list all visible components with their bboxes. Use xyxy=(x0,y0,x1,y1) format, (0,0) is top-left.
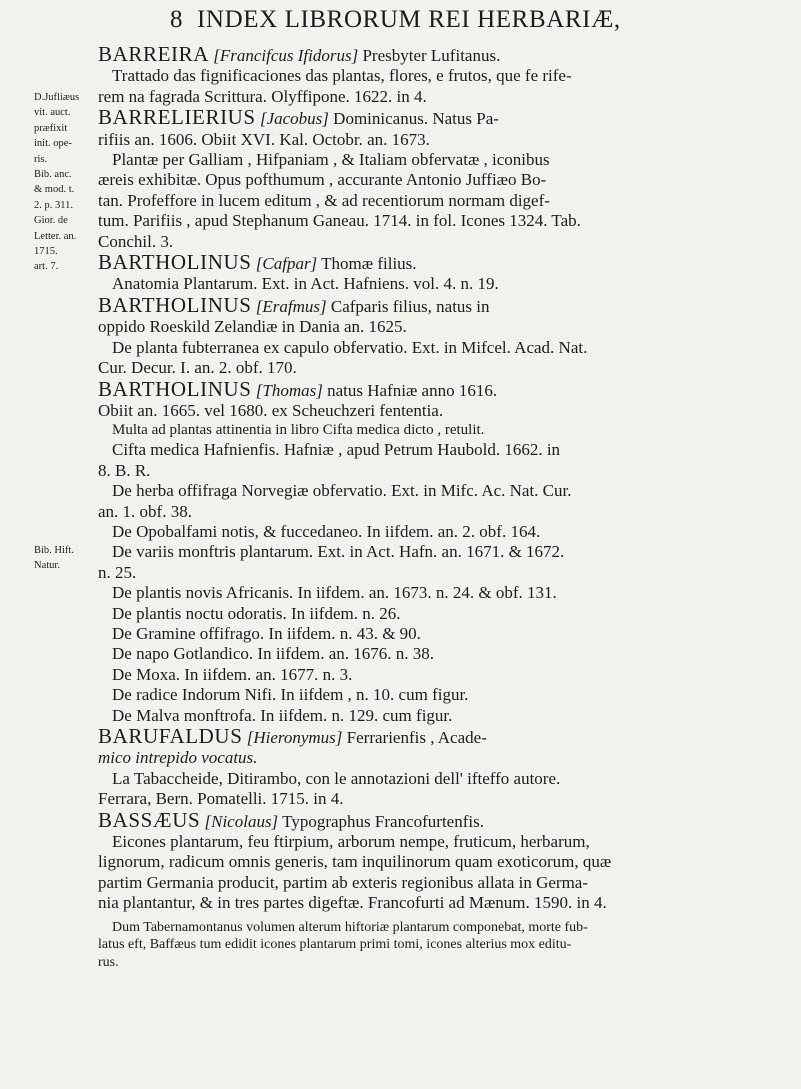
entry-line: æreis exhibitæ. Opus pofthumum , accurante Antonio Juffiæo Bo- xyxy=(98,170,547,190)
entry-line: an. 1. obf. 38. xyxy=(98,501,192,521)
entry-heading xyxy=(98,107,790,129)
author-description: Ferrarienfis , Acade- xyxy=(346,728,487,747)
author-forename: [Erafmus] xyxy=(255,296,327,316)
margin-line: art. 7. xyxy=(34,261,59,273)
author-name: BASSÆUS xyxy=(98,807,201,832)
footnote-line: rus. xyxy=(98,954,119,970)
entry-line: De Moxa. In iifdem. an. 1677. n. 3. xyxy=(112,664,353,684)
author-forename: [Hieronymus] xyxy=(246,728,343,747)
entry-line: rifiis an. 1606. Obiit XVI. Kal. Octobr. an. 1673. xyxy=(98,129,430,149)
entry-line: 8. B. R. xyxy=(98,460,151,480)
entry-line: De napo Gotlandico. In iifdem. an. 1676. n. 38. xyxy=(112,644,434,664)
entry-heading xyxy=(98,252,790,274)
author-name: BARTHOLINUS xyxy=(98,292,252,317)
entry-line: rem na fagrada Scrittura. Olyffipone. 1622. in 4. xyxy=(98,86,427,106)
margin-line: init. ope- xyxy=(34,138,72,150)
entry-line: Eicones plantarum, feu ftirpium, arborum nempe, fruticum, herbarum, xyxy=(112,832,590,852)
author-forename: [Jacobus] xyxy=(259,109,329,129)
author-description: Thomæ filius. xyxy=(321,254,417,274)
author-description: Presbyter Lufitanus. xyxy=(362,46,501,65)
entry-line: De herba offifraga Norvegiæ obfervatio. Ext. in Mifc. Ac. Nat. Cur. xyxy=(112,481,572,501)
entry-line: De variis monftris plantarum. Ext. in Act. Hafn. an. 1671. & 1672. xyxy=(112,542,565,562)
entry-line: De Opobalfami notis, & fuccedaneo. In iifdem. an. 2. obf. 164. xyxy=(112,521,541,541)
entry-line: Plantæ per Galliam , Hifpaniam , & Italiam obfervatæ , iconibus xyxy=(112,150,550,170)
entry-line: De Gramine offifrago. In iifdem. n. 43. & 90. xyxy=(112,623,421,643)
margin-notes xyxy=(34,90,88,574)
entry-line: Obiit an. 1665. vel 1680. ex Scheuchzeri fententia. xyxy=(98,400,444,420)
entry-line: n. 25. xyxy=(98,562,137,582)
margin-line: ris. xyxy=(34,153,48,165)
margin-line: Gior. de xyxy=(34,215,68,227)
entry-line: De Malva monftrofa. In iifdem. n. 129. cum figur. xyxy=(112,705,453,725)
author-forename: [Francifcus Ifidorus] xyxy=(213,46,359,65)
author-description: Cafparis filius, natus in xyxy=(330,296,490,316)
margin-line: D.Jufliæus xyxy=(34,92,80,103)
footnote-line: Dum Tabernamontanus volumen alterum hiftoriæ plantarum componebat, morte fub- xyxy=(112,919,588,935)
entry-line: Cur. Decur. I. an. 2. obf. 170. xyxy=(98,358,297,378)
entry-note: Multa ad plantas attinentia in libro Cifta medica dicto , retulit. xyxy=(112,422,485,439)
margin-line: Bib. anc. xyxy=(34,169,72,181)
entry-line: De radice Indorum Nifi. In iifdem , n. 10. cum figur. xyxy=(112,685,469,705)
entry-line: Anatomia Plantarum. Ext. in Act. Hafniens. vol. 4. n. 19. xyxy=(112,274,499,294)
margin-line: Letter. an. xyxy=(34,230,77,242)
margin-line: 1715. xyxy=(34,246,58,258)
entry-line: De planta fubterranea ex capulo obfervatio. Ext. in Mifcel. Acad. Nat. xyxy=(112,337,588,357)
margin-line: 2. p. 311. xyxy=(34,199,73,211)
margin-note-bib-hist xyxy=(34,543,88,574)
entry-line: lignorum, radicum omnis generis, tam inquilinorum quam exoticorum, quæ xyxy=(98,852,612,872)
author-name: BARRELIERIUS xyxy=(98,105,256,130)
entry-heading xyxy=(98,726,790,748)
entry-line: nia plantantur, & in tres partes digeftæ. Francofurti ad Mænum. 1590. in 4. xyxy=(98,893,607,913)
entry-heading xyxy=(98,44,790,66)
author-name: BARTHOLINUS xyxy=(98,250,252,275)
entry-heading xyxy=(98,292,790,317)
author-description: Typographus Francofurtenfis. xyxy=(282,811,484,831)
footnote-line: latus eft, Baffæus tum edidit icones plantarum primi tomi, icones alterius mox editu- xyxy=(98,937,572,953)
page-header xyxy=(0,2,801,36)
author-description: Dominicanus. Natus Pa- xyxy=(333,109,499,129)
entry-line: Cifta medica Hafnienfis. Hafniæ , apud Petrum Haubold. 1662. in xyxy=(112,440,561,460)
footnote xyxy=(98,919,790,972)
author-forename: [Nicolaus] xyxy=(204,811,279,831)
author-name: BARREIRA xyxy=(98,42,209,66)
entry-line: Trattado das fignificaciones das plantas, flores, e frutos, que fe rife- xyxy=(112,66,572,86)
entry-heading xyxy=(98,807,790,832)
margin-line: præfixit xyxy=(34,122,68,134)
entry-line: tan. Profeffore in lucem editum , & ad recentiorum normam digef- xyxy=(98,190,550,210)
entry-line: tum. Parifiis , apud Stephanum Ganeau. 1714. in fol. Icones 1324. Tab. xyxy=(98,211,581,231)
page-number: 8 xyxy=(170,6,184,33)
entry-line: De plantis novis Africanis. In iifdem. an. 1673. n. 24. & obf. 131. xyxy=(112,583,557,603)
entry-line: oppido Roeskild Zelandiæ in Dania an. 1625. xyxy=(98,317,407,337)
author-forename: [Cafpar] xyxy=(255,254,318,274)
entry-line: Conchil. 3. xyxy=(98,231,174,251)
margin-line: vit. auct. xyxy=(34,107,71,119)
entry-line: Ferrara, Bern. Pomatelli. 1715. in 4. xyxy=(98,789,344,809)
entry-line: De plantis noctu odoratis. In iifdem. n. 26. xyxy=(112,603,401,623)
margin-note-jussieu xyxy=(34,90,88,275)
entry-line: La Tabaccheide, Ditirambo, con le annotazioni dell' ifteffo autore. xyxy=(112,768,561,788)
author-name: BARUFALDUS xyxy=(98,724,243,748)
index-body xyxy=(98,44,790,971)
author-description: natus Hafniæ anno 1616. xyxy=(327,380,498,400)
entry-line: mico intrepido vocatus. xyxy=(98,748,258,768)
entry-line: partim Germania producit, partim ab exteris regionibus allata in Germa- xyxy=(98,872,588,892)
author-forename: [Thomas] xyxy=(255,380,323,400)
entry-heading xyxy=(98,376,790,401)
margin-line: Bib. Hift. xyxy=(34,544,74,556)
margin-line: Natur. xyxy=(34,560,60,572)
running-title: INDEX LIBRORUM REI HERBARIÆ, xyxy=(197,6,621,33)
author-name: BARTHOLINUS xyxy=(98,376,252,401)
margin-line: & mod. t. xyxy=(34,184,75,196)
